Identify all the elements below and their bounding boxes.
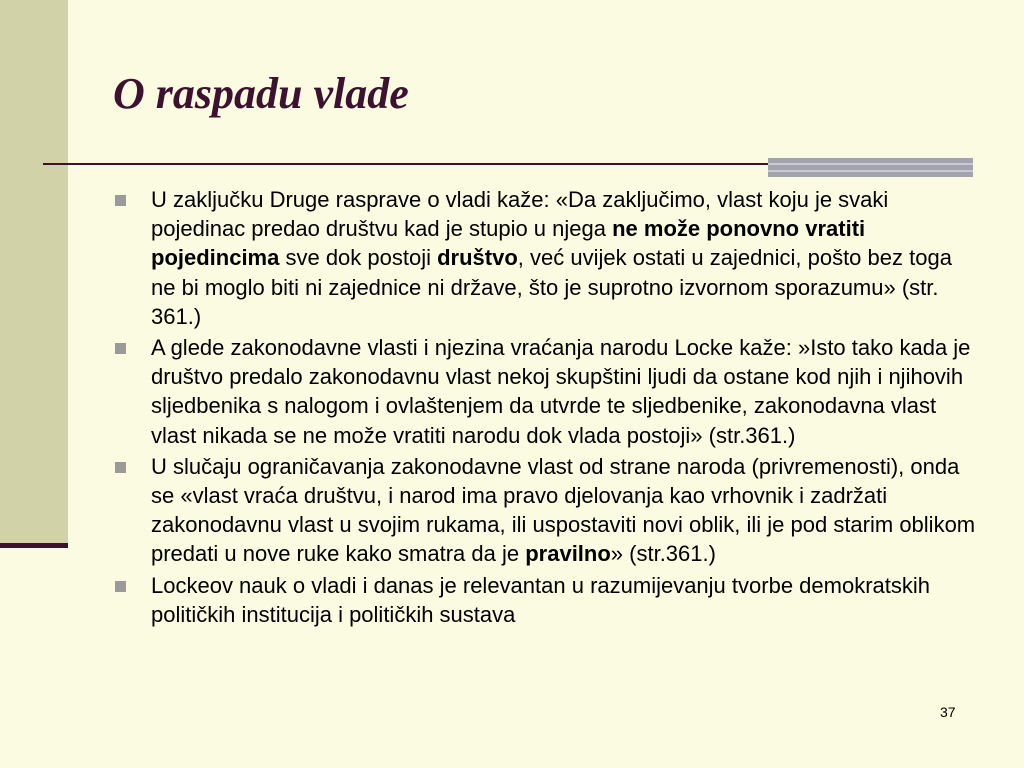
bullet-segment: Lockeov nauk o vladi i danas je relevantan u razumijevanju tvorbe demokratskih političkih institucija i političkih sustava (151, 572, 930, 627)
bullet-item (111, 333, 981, 450)
decorative-gray-bar (768, 158, 973, 177)
bullet-segment: , već uvijek ostati u zajednici, pošto bez toga ne bi moglo biti ni zajednice ni države, što je suprotno izvornom sporazumu» (str. 361.) (151, 245, 952, 329)
bullet-segment: U zaključku Druge rasprave o vladi kaže: «Da zaključimo, vlast koju je svaki pojedinac predao društvu kad je stupio u njega (151, 187, 889, 242)
bullet-item (111, 452, 981, 569)
bullet-text (151, 573, 930, 627)
left-decorative-band (0, 0, 68, 545)
bullet-segment-bold: pravilno (525, 541, 611, 567)
square-bullet-icon (115, 581, 126, 592)
bullet-list (111, 185, 981, 631)
bullet-text (151, 454, 975, 567)
square-bullet-icon (115, 462, 126, 473)
bullet-item (111, 571, 981, 629)
bullet-segment: sve dok postoji (279, 245, 438, 271)
bullet-segment: » (str.361.) (610, 541, 716, 567)
page-number: 37 (940, 704, 956, 720)
bullet-item (111, 185, 981, 331)
square-bullet-icon (115, 195, 126, 206)
bullet-segment: A glede zakonodavne vlasti i njezina vraćanja narodu Locke kaže: »Isto tako kada je društvo predalo zakonodavnu vlast nekoj skupštini ljudi da ostane kod njih i njihovih sljedbenika s nalogom i ovlaštenjem da utvrde te sljedbenike, zakonodavna vlast vlast nikada se ne može vratiti narodu dok vlada postoji» (str.361.) (151, 335, 971, 448)
bullet-segment: U slučaju ograničavanja zakonodavne vlast od strane naroda (privremenosti), onda se «vlast vraća društvu, i narod ima pravo djelovanja kao vrhovnik i zadržati zakonodavnu vlast u svojim rukama, ili uspostaviti novi oblik, ili je pod starim oblikom predati u nove ruke kako smatra da je (151, 453, 976, 567)
bullet-text (151, 187, 952, 329)
square-bullet-icon (115, 343, 126, 354)
slide-title: O raspadu vlade (113, 69, 409, 118)
bullet-segment-bold: društvo (437, 245, 518, 271)
bullet-segment-bold: ne može ponovno vratiti pojedincima (151, 216, 866, 271)
left-band-rule (0, 543, 68, 548)
bullet-text (151, 335, 970, 448)
title-underline (43, 163, 768, 165)
